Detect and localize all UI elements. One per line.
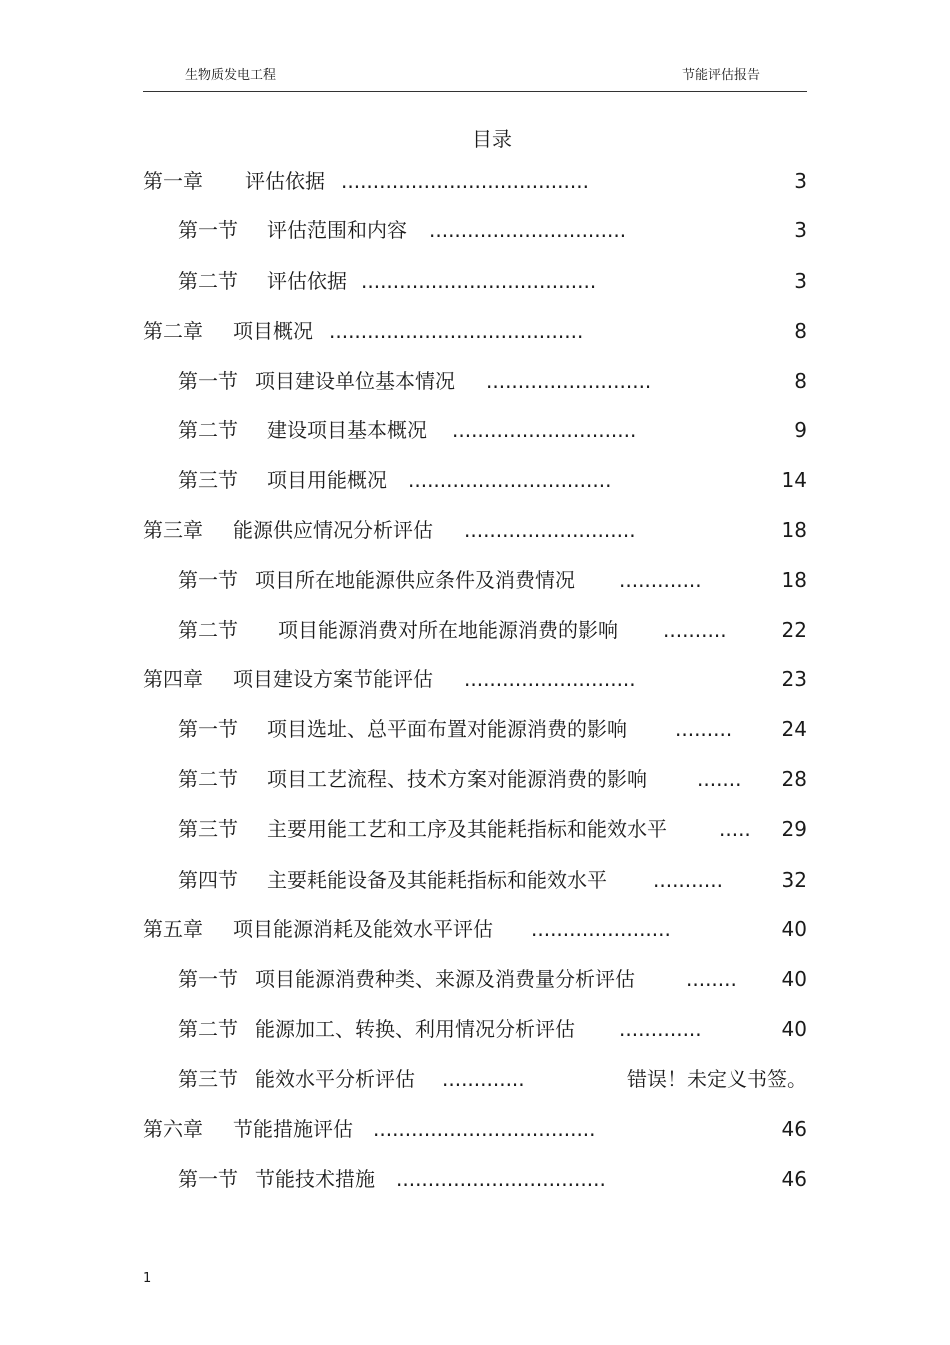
toc-title: 主要耗能设备及其能耗指标和能效水平: [267, 868, 607, 892]
toc-leader-dots: .........: [675, 717, 733, 741]
toc-title: 项目工艺流程、技术方案对能源消费的影响: [267, 767, 647, 791]
toc-title: 主要用能工艺和工序及其能耗指标和能效水平: [267, 817, 667, 841]
header-divider: [143, 91, 807, 92]
toc-title: 能源供应情况分析评估: [233, 518, 433, 542]
toc-page-number: 29: [781, 817, 807, 841]
toc-page-number: 46: [781, 1117, 807, 1141]
toc-page-number: 18: [781, 518, 807, 542]
toc-number: 第二节: [178, 418, 238, 442]
toc-number: 第一节: [178, 218, 238, 242]
toc-title: 节能措施评估: [233, 1117, 353, 1141]
toc-number: 第三章: [143, 518, 203, 542]
toc-number: 第四章: [143, 667, 203, 691]
toc-page-number: 40: [781, 1017, 807, 1041]
toc-leader-dots: ...........: [653, 868, 723, 892]
toc-number: 第二节: [178, 269, 238, 293]
toc-page-number: 24: [781, 717, 807, 741]
toc-title: 评估依据: [267, 269, 347, 293]
toc-page-number: 3: [794, 218, 807, 242]
toc-leader-dots: .......: [697, 767, 742, 791]
toc-title: 建设项目基本概况: [267, 418, 427, 442]
toc-leader-dots: ...........................: [464, 518, 636, 542]
toc-page-number: 3: [794, 169, 807, 193]
toc-leader-dots: ..........: [663, 618, 727, 642]
toc-number: 第一节: [178, 568, 238, 592]
toc-number: 第一节: [178, 369, 238, 393]
toc-leader-dots: ......................: [531, 917, 671, 941]
toc-leader-dots: .............: [619, 1017, 702, 1041]
toc-leader-dots: ...................................: [373, 1117, 596, 1141]
toc-number: 第二章: [143, 319, 203, 343]
toc-title: 能效水平分析评估: [255, 1067, 415, 1091]
toc-page-number: 8: [794, 319, 807, 343]
toc-leader-dots: .............................: [452, 418, 637, 442]
toc-title: 项目建设单位基本情况: [255, 369, 455, 393]
toc-number: 第二节: [178, 618, 238, 642]
toc-page-number-error: 错误！未定义书签。: [627, 1067, 807, 1091]
toc-title: 节能技术措施: [255, 1167, 375, 1191]
toc-number: 第三节: [178, 817, 238, 841]
toc-leader-dots: ...............................: [429, 218, 627, 242]
toc-title: 项目建设方案节能评估: [233, 667, 433, 691]
toc-title: 评估依据: [245, 169, 325, 193]
toc-leader-dots: ................................: [408, 468, 612, 492]
toc-title: 能源加工、转换、利用情况分析评估: [255, 1017, 575, 1041]
toc-leader-dots: .......................................: [341, 169, 589, 193]
toc-page-number: 28: [781, 767, 807, 791]
toc-leader-dots: ........: [686, 967, 737, 991]
toc-heading: 目录: [472, 127, 512, 151]
toc-title: 项目能源消费种类、来源及消费量分析评估: [255, 967, 635, 991]
toc-leader-dots: ...........................: [464, 667, 636, 691]
toc-number: 第一节: [178, 967, 238, 991]
toc-title: 项目选址、总平面布置对能源消费的影响: [267, 717, 627, 741]
toc-number: 第一节: [178, 717, 238, 741]
toc-leader-dots: .............: [442, 1067, 525, 1091]
toc-leader-dots: .................................: [396, 1167, 606, 1191]
running-header-report: 节能评估报告: [682, 68, 761, 83]
toc-number: 第五章: [143, 917, 203, 941]
toc-number: 第六章: [143, 1117, 203, 1141]
toc-page-number: 14: [781, 468, 807, 492]
toc-leader-dots: ..........................: [486, 369, 652, 393]
toc-number: 第三节: [178, 1067, 238, 1091]
toc-page-number: 40: [781, 967, 807, 991]
toc-title: 项目所在地能源供应条件及消费情况: [255, 568, 575, 592]
toc-title: 评估范围和内容: [267, 218, 407, 242]
toc-leader-dots: .....: [719, 817, 751, 841]
toc-page-number: 9: [794, 418, 807, 442]
toc-leader-dots: .....................................: [361, 269, 597, 293]
toc-number: 第一章: [143, 169, 203, 193]
toc-number: 第三节: [178, 468, 238, 492]
toc-title: 项目概况: [233, 319, 313, 343]
toc-title: 项目能源消耗及能效水平评估: [233, 917, 493, 941]
toc-number: 第四节: [178, 868, 238, 892]
toc-page-number: 3: [794, 269, 807, 293]
toc-page-number: 8: [794, 369, 807, 393]
toc-page-number: 32: [781, 868, 807, 892]
running-header-project: 生物质发电工程: [185, 68, 277, 83]
toc-leader-dots: ........................................: [329, 319, 584, 343]
toc-title: 项目用能概况: [267, 468, 387, 492]
toc-number: 第二节: [178, 1017, 238, 1041]
toc-page-number: 23: [781, 667, 807, 691]
toc-title: 项目能源消费对所在地能源消费的影响: [278, 618, 618, 642]
page-number: 1: [143, 1271, 152, 1286]
toc-page-number: 22: [781, 618, 807, 642]
toc-page-number: 18: [781, 568, 807, 592]
toc-number: 第一节: [178, 1167, 238, 1191]
toc-page-number: 46: [781, 1167, 807, 1191]
toc-leader-dots: .............: [619, 568, 702, 592]
toc-number: 第二节: [178, 767, 238, 791]
toc-page-number: 40: [781, 917, 807, 941]
